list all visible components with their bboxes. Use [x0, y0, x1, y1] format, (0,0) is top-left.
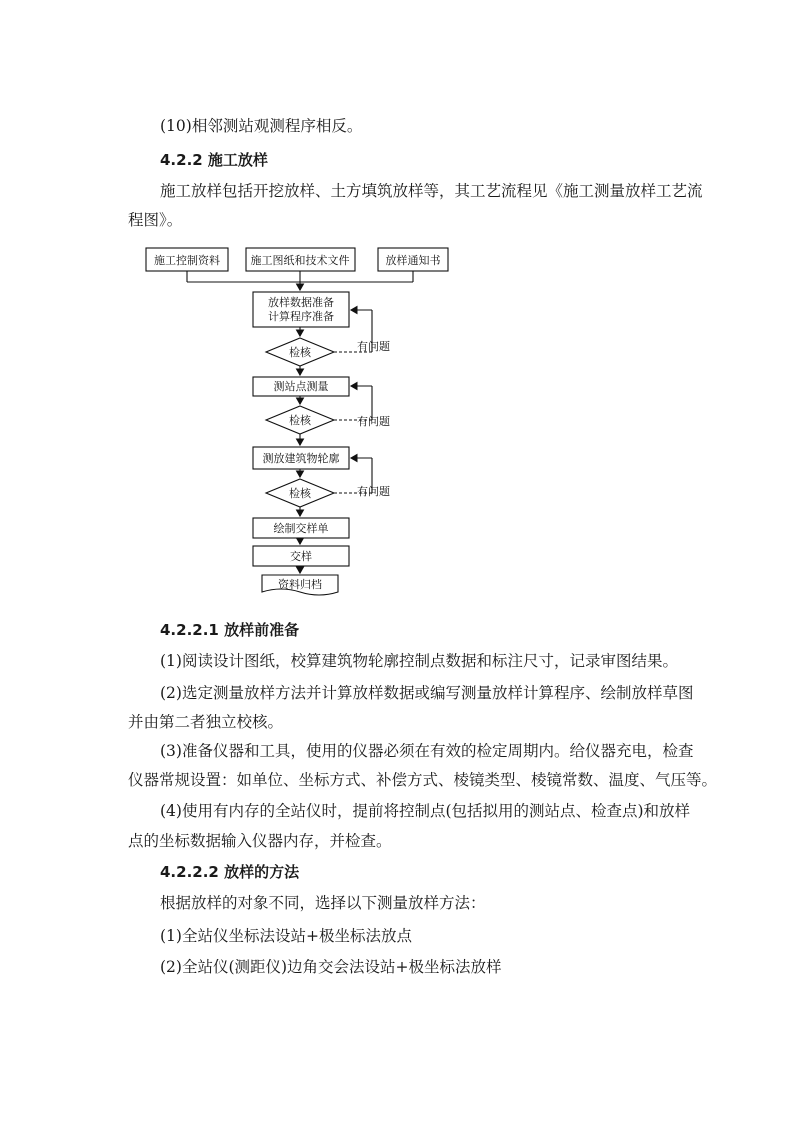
list-item-4-line1: (4)使用有内存的全站仪时，提前将控制点(包括拟用的测站点、检查点)和放样 [160, 802, 691, 820]
input-label-notice: 放样通知书 [385, 254, 441, 267]
list-item-2-line2: 并由第二者独立校核。 [128, 713, 284, 731]
issue-label-2: 有问题 [357, 415, 390, 428]
list-item-4-line2: 点的坐标数据输入仪器内存，并检查。 [128, 832, 392, 850]
section-heading-4-2-2-1: 4.2.2.1 放样前准备 [160, 621, 300, 639]
section-heading-4-2-2-2: 4.2.2.2 放样的方法 [160, 863, 300, 881]
input-label-drawings: 施工图纸和技术文件 [250, 254, 350, 267]
step-label-sheet: 绘制交样单 [273, 522, 329, 535]
paragraph-intro-line2: 程图》。 [128, 211, 183, 229]
decision-label-2: 检核 [289, 414, 311, 427]
decision-label-3: 检核 [289, 487, 311, 500]
input-label-control-data: 施工控制资料 [154, 254, 220, 267]
method-item-1: (1)全站仪坐标法设站+极坐标法放点 [160, 927, 412, 945]
step-label-program-prep: 计算程序准备 [268, 310, 334, 323]
paragraph-methods-intro: 根据放样的对象不同，选择以下测量放样方法： [160, 894, 486, 912]
list-item-10: (10)相邻测站观测程序相反。 [160, 117, 363, 135]
list-item-3-line2: 仪器常规设置：如单位、坐标方式、补偿方式、棱镜类型、棱镜常数、温度、气压等。 [128, 771, 718, 789]
step-label-handover: 交样 [290, 550, 312, 563]
step-label-outline: 测放建筑物轮廓 [262, 452, 340, 465]
step-label-data-prep: 放样数据准备 [268, 296, 334, 309]
list-item-1-read-drawings: (1)阅读设计图纸，校算建筑物轮廓控制点数据和标注尺寸，记录审图结果。 [160, 652, 678, 670]
section-heading-4-2-2: 4.2.2 施工放样 [160, 151, 268, 169]
step-label-archive: 资料归档 [278, 578, 322, 591]
issue-label-3: 有问题 [357, 485, 390, 498]
issue-label-1: 有问题 [357, 340, 390, 353]
paragraph-intro-line1: 施工放样包括开挖放样、土方填筑放样等，其工艺流程见《施工测量放样工艺流 [160, 182, 703, 200]
list-item-3-line1: (3)准备仪器和工具，使用的仪器必须在有效的检定周期内。给仪器充电，检查 [160, 742, 694, 760]
step-label-station: 测站点测量 [273, 380, 329, 393]
method-item-2: (2)全站仪(测距仪)边角交会法设站+极坐标法放样 [160, 958, 502, 976]
list-item-2-line1: (2)选定测量放样方法并计算放样数据或编写测量放样计算程序、绘制放样草图 [160, 684, 694, 702]
decision-label-1: 检核 [289, 346, 311, 359]
